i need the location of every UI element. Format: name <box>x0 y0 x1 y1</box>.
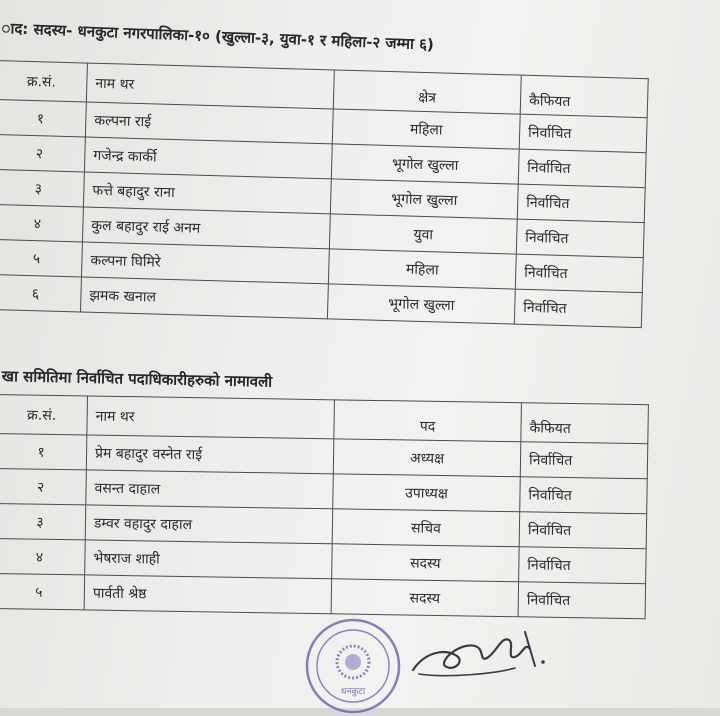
row-name: झमक खनाल <box>80 277 328 319</box>
signature-mark <box>405 622 555 682</box>
row-area: भूगोल खुल्ला <box>327 284 515 324</box>
row-remarks: निर्वाचित <box>518 582 646 619</box>
row-name: भेषराज शाही <box>85 540 333 579</box>
row-name: प्रेम बहादुर वस्नेत राई <box>86 435 334 474</box>
row-post: सदस्य <box>331 579 519 617</box>
row-remarks: निर्वाचित <box>518 149 646 188</box>
row-name: फत्ते बहादुर राना <box>83 172 331 214</box>
row-post: सदस्य <box>332 544 520 582</box>
row-name: कल्पना घिमिरे <box>81 242 329 284</box>
row-name: डम्वर वहादुर दाहाल <box>85 505 333 544</box>
seal-text: धनकुटा <box>340 687 366 697</box>
row-remarks: निर्वाचित <box>516 219 644 258</box>
row-remarks: निर्वाचित <box>519 114 647 153</box>
row-serial: १ <box>0 99 86 137</box>
row-serial: ६ <box>0 274 81 312</box>
col-post-header: पद <box>334 400 522 442</box>
row-remarks: निर्वाचित <box>515 254 643 293</box>
elected-members-table <box>0 60 649 328</box>
col-area-header: क्षेत्र <box>333 70 521 114</box>
row-area: भूगोल खुल्ला <box>331 144 519 184</box>
row-area: युवा <box>329 214 517 254</box>
row-remarks: निर्वाचित <box>517 184 645 223</box>
col-remarks-header: कैफियत <box>520 75 648 118</box>
section2-heading: खा समितिमा निर्वाचित पदाधिकारीहरुको नामावली <box>1 366 273 391</box>
row-post: उपाध्यक्ष <box>333 474 521 512</box>
col-serial-header: क्र.सं. <box>0 61 87 103</box>
section1-heading: ाद: सदस्य- धनकुटा नगरपालिका-१० (खुल्ला-३, युवा-१ र महिला-२ जम्मा ६) <box>1 18 435 54</box>
row-serial: ४ <box>0 538 85 574</box>
col-remarks-header: कैफियत <box>521 403 649 444</box>
col-name-header: नाम थर <box>87 396 335 439</box>
row-post: सचिव <box>332 509 520 547</box>
row-serial: ३ <box>0 503 86 539</box>
row-area: महिला <box>328 249 516 289</box>
row-name: पार्वती श्रेष्ठ <box>84 575 332 614</box>
row-name: वसन्त दाहाल <box>86 470 334 509</box>
row-remarks: निर्वाचित <box>519 547 647 584</box>
row-serial: २ <box>0 134 85 172</box>
row-name: गजेन्द्र कार्की <box>84 137 332 179</box>
row-serial: ५ <box>0 239 82 277</box>
row-area: महिला <box>332 109 520 149</box>
row-area: भूगोल खुल्ला <box>330 179 518 219</box>
row-name: कुल बहादुर राई अनम <box>82 207 330 249</box>
row-serial: ५ <box>0 573 85 609</box>
col-name-header: नाम थर <box>86 63 334 109</box>
municipal-seal-stamp <box>303 616 403 716</box>
row-remarks: निर्वाचित <box>520 477 648 514</box>
row-name: कल्पना राई <box>85 102 333 144</box>
col-serial-header: क्र.सं. <box>0 395 87 435</box>
office-bearers-table <box>0 394 649 619</box>
row-remarks: निर्वाचित <box>519 512 647 549</box>
row-serial: ३ <box>0 169 84 207</box>
row-serial: ४ <box>0 204 83 242</box>
row-remarks: निर्वाचित <box>520 442 648 479</box>
row-remarks: निर्वाचित <box>514 289 642 328</box>
row-serial: १ <box>0 434 87 470</box>
row-serial: २ <box>0 468 86 504</box>
row-post: अध्यक्ष <box>333 439 521 477</box>
